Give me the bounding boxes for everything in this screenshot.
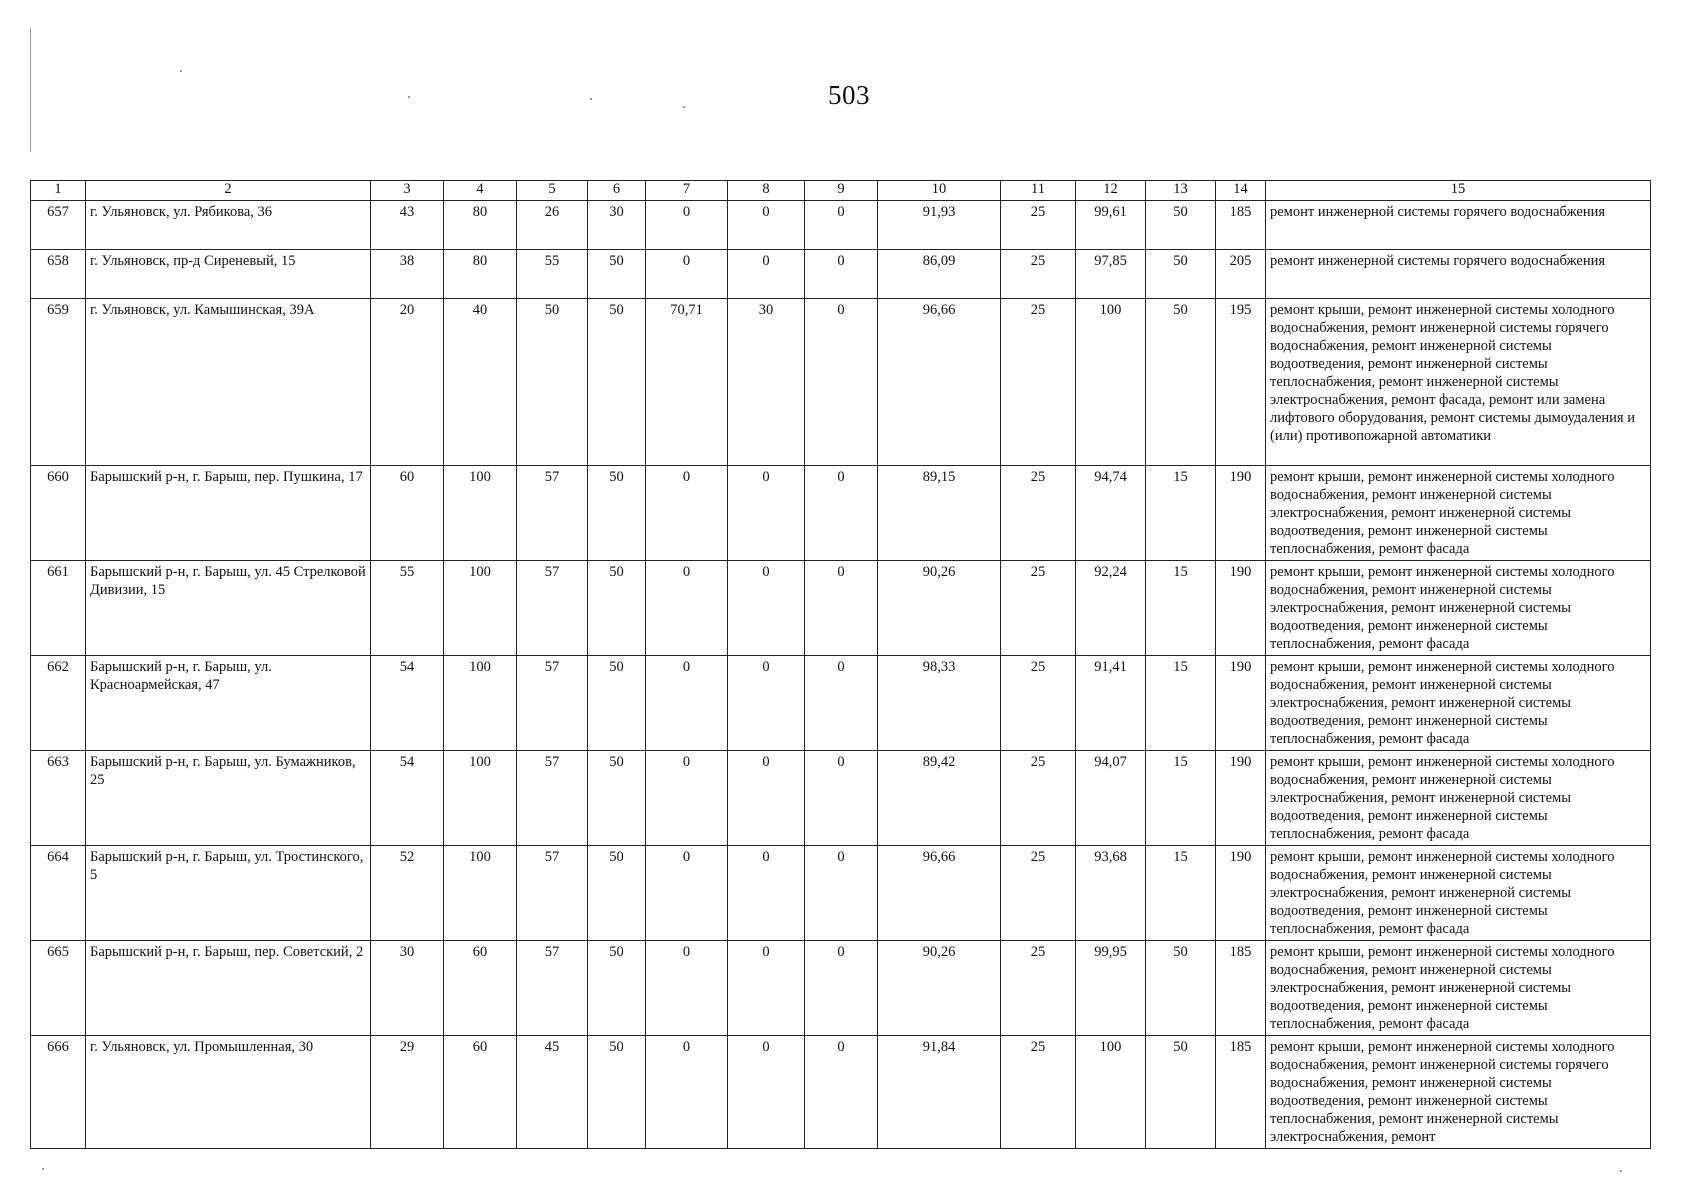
table-row [31,1036,1651,1149]
value-cell: 57 [517,656,588,751]
value-cell: 80 [444,250,517,299]
value-cell: 60 [444,1036,517,1149]
value-cell: 60 [371,466,444,561]
value-cell: 50 [588,846,646,941]
table-row [31,751,1651,846]
value-cell: 80 [444,201,517,250]
value-cell: 100 [444,846,517,941]
row-number: 664 [31,846,86,941]
value-cell: 52 [371,846,444,941]
value-cell: 50 [1146,201,1216,250]
table-row [31,846,1651,941]
value-cell: 55 [517,250,588,299]
value-cell: 30 [728,299,805,466]
value-cell: 94,74 [1076,466,1146,561]
value-cell: 99,95 [1076,941,1146,1036]
value-cell: 25 [1001,751,1076,846]
column-header: 5 [517,181,588,201]
works-cell: ремонт крыши, ремонт инженерной системы холодного водоснабжения, ремонт инженерной системы электроснабжения, ремонт инженерной системы водоотведения, ремонт инженерной системы теплоснабжения, ремонт фасада [1266,941,1651,1036]
value-cell: 0 [646,1036,728,1149]
value-cell: 57 [517,751,588,846]
value-cell: 0 [805,846,878,941]
address-cell: Барышский р-н, г. Барыш, пер. Пушкина, 17 [86,466,371,561]
value-cell: 99,61 [1076,201,1146,250]
value-cell: 25 [1001,656,1076,751]
table-row [31,201,1651,250]
row-number: 661 [31,561,86,656]
value-cell: 91,93 [878,201,1001,250]
value-cell: 91,41 [1076,656,1146,751]
value-cell: 100 [444,466,517,561]
value-cell: 190 [1216,846,1266,941]
value-cell: 57 [517,561,588,656]
value-cell: 25 [1001,299,1076,466]
row-number: 666 [31,1036,86,1149]
address-cell: Барышский р-н, г. Барыш, ул. Бумажников, 25 [86,751,371,846]
scan-speck [180,70,182,72]
value-cell: 100 [1076,299,1146,466]
value-cell: 0 [728,250,805,299]
column-header: 8 [728,181,805,201]
value-cell: 0 [805,1036,878,1149]
value-cell: 0 [728,201,805,250]
address-cell: г. Ульяновск, пр-д Сиреневый, 15 [86,250,371,299]
column-header: 10 [878,181,1001,201]
value-cell: 25 [1001,466,1076,561]
value-cell: 0 [805,941,878,1036]
address-cell: Барышский р-н, г. Барыш, пер. Советский, 2 [86,941,371,1036]
value-cell: 15 [1146,466,1216,561]
value-cell: 25 [1001,1036,1076,1149]
value-cell: 50 [1146,1036,1216,1149]
value-cell: 190 [1216,751,1266,846]
value-cell: 45 [517,1036,588,1149]
table-row [31,250,1651,299]
value-cell: 25 [1001,846,1076,941]
value-cell: 0 [805,299,878,466]
address-cell: г. Ульяновск, ул. Рябикова, 36 [86,201,371,250]
value-cell: 43 [371,201,444,250]
value-cell: 96,66 [878,846,1001,941]
value-cell: 40 [444,299,517,466]
address-cell: г. Ульяновск, ул. Камышинская, 39А [86,299,371,466]
row-number: 663 [31,751,86,846]
table-row [31,299,1651,466]
column-header: 14 [1216,181,1266,201]
address-cell: Барышский р-н, г. Барыш, ул. Тростинского, 5 [86,846,371,941]
value-cell: 15 [1146,751,1216,846]
value-cell: 0 [646,201,728,250]
value-cell: 94,07 [1076,751,1146,846]
value-cell: 0 [728,561,805,656]
value-cell: 0 [646,561,728,656]
value-cell: 54 [371,751,444,846]
column-header: 7 [646,181,728,201]
row-number: 657 [31,201,86,250]
value-cell: 0 [728,1036,805,1149]
column-header: 4 [444,181,517,201]
value-cell: 185 [1216,941,1266,1036]
works-cell: ремонт крыши, ремонт инженерной системы холодного водоснабжения, ремонт инженерной системы электроснабжения, ремонт инженерной системы водоотведения, ремонт инженерной системы теплоснабжения, ремонт фасада [1266,561,1651,656]
value-cell: 90,26 [878,941,1001,1036]
value-cell: 50 [1146,299,1216,466]
value-cell: 25 [1001,250,1076,299]
value-cell: 70,71 [646,299,728,466]
value-cell: 0 [646,941,728,1036]
value-cell: 205 [1216,250,1266,299]
value-cell: 185 [1216,1036,1266,1149]
value-cell: 98,33 [878,656,1001,751]
value-cell: 0 [646,846,728,941]
value-cell: 90,26 [878,561,1001,656]
value-cell: 96,66 [878,299,1001,466]
value-cell: 15 [1146,656,1216,751]
works-cell: ремонт инженерной системы горячего водоснабжения [1266,250,1651,299]
value-cell: 26 [517,201,588,250]
value-cell: 185 [1216,201,1266,250]
value-cell: 92,24 [1076,561,1146,656]
value-cell: 0 [805,561,878,656]
value-cell: 0 [805,250,878,299]
value-cell: 50 [588,1036,646,1149]
value-cell: 0 [728,941,805,1036]
value-cell: 86,09 [878,250,1001,299]
value-cell: 0 [805,656,878,751]
address-cell: Барышский р-н, г. Барыш, ул. Красноармейская, 47 [86,656,371,751]
value-cell: 57 [517,466,588,561]
column-header: 9 [805,181,878,201]
value-cell: 50 [588,466,646,561]
address-cell: Барышский р-н, г. Барыш, ул. 45 Стрелковой Дивизии, 15 [86,561,371,656]
table-row [31,561,1651,656]
row-number: 660 [31,466,86,561]
value-cell: 190 [1216,466,1266,561]
column-header: 13 [1146,181,1216,201]
works-cell: ремонт крыши, ремонт инженерной системы холодного водоснабжения, ремонт инженерной системы электроснабжения, ремонт инженерной системы водоотведения, ремонт инженерной системы теплоснабжения, ремонт фасада [1266,846,1651,941]
value-cell: 190 [1216,656,1266,751]
value-cell: 50 [588,656,646,751]
value-cell: 50 [1146,250,1216,299]
value-cell: 100 [444,656,517,751]
value-cell: 100 [1076,1036,1146,1149]
works-cell: ремонт крыши, ремонт инженерной системы холодного водоснабжения, ремонт инженерной системы горячего водоснабжения, ремонт инженерной системы водоотведения, ремонт инженерной системы теплоснабжения, ремонт инженерной системы электроснабжения, ремонт фасада, ремонт или замена лифтового оборудования, ремонт системы дымоудаления и (или) противопожарной автоматики [1266,299,1651,466]
value-cell: 0 [646,751,728,846]
value-cell: 0 [728,846,805,941]
value-cell: 50 [588,561,646,656]
value-cell: 0 [728,466,805,561]
column-header: 15 [1266,181,1651,201]
value-cell: 97,85 [1076,250,1146,299]
row-number: 658 [31,250,86,299]
value-cell: 30 [588,201,646,250]
row-number: 665 [31,941,86,1036]
value-cell: 50 [1146,941,1216,1036]
value-cell: 55 [371,561,444,656]
value-cell: 20 [371,299,444,466]
value-cell: 89,15 [878,466,1001,561]
value-cell: 89,42 [878,751,1001,846]
column-number-row [31,181,1651,201]
address-cell: г. Ульяновск, ул. Промышленная, 30 [86,1036,371,1149]
value-cell: 25 [1001,201,1076,250]
column-header: 2 [86,181,371,201]
works-cell: ремонт крыши, ремонт инженерной системы холодного водоснабжения, ремонт инженерной системы горячего водоснабжения, ремонт инженерной системы водоотведения, ремонт инженерной системы теплоснабжения, ремонт инженерной системы электроснабжения, ремонт [1266,1036,1651,1149]
value-cell: 57 [517,941,588,1036]
value-cell: 195 [1216,299,1266,466]
table-row [31,941,1651,1036]
scan-speck [1620,1170,1622,1172]
value-cell: 100 [444,561,517,656]
row-number: 659 [31,299,86,466]
column-header: 12 [1076,181,1146,201]
value-cell: 91,84 [878,1036,1001,1149]
value-cell: 100 [444,751,517,846]
table-row [31,466,1651,561]
value-cell: 50 [588,299,646,466]
value-cell: 54 [371,656,444,751]
works-cell: ремонт инженерной системы горячего водоснабжения [1266,201,1651,250]
value-cell: 50 [517,299,588,466]
value-cell: 50 [588,751,646,846]
row-number: 662 [31,656,86,751]
value-cell: 15 [1146,561,1216,656]
value-cell: 0 [646,250,728,299]
works-cell: ремонт крыши, ремонт инженерной системы холодного водоснабжения, ремонт инженерной системы электроснабжения, ремонт инженерной системы водоотведения, ремонт инженерной системы теплоснабжения, ремонт фасада [1266,656,1651,751]
value-cell: 0 [728,751,805,846]
value-cell: 57 [517,846,588,941]
value-cell: 0 [805,751,878,846]
works-cell: ремонт крыши, ремонт инженерной системы холодного водоснабжения, ремонт инженерной системы электроснабжения, ремонт инженерной системы водоотведения, ремонт инженерной системы теплоснабжения, ремонт фасада [1266,751,1651,846]
value-cell: 15 [1146,846,1216,941]
value-cell: 60 [444,941,517,1036]
value-cell: 29 [371,1036,444,1149]
value-cell: 38 [371,250,444,299]
repair-register-table [30,180,1651,1149]
value-cell: 25 [1001,561,1076,656]
value-cell: 93,68 [1076,846,1146,941]
value-cell: 0 [805,201,878,250]
value-cell: 25 [1001,941,1076,1036]
value-cell: 0 [646,466,728,561]
works-cell: ремонт крыши, ремонт инженерной системы холодного водоснабжения, ремонт инженерной системы электроснабжения, ремонт инженерной системы водоотведения, ремонт инженерной системы теплоснабжения, ремонт фасада [1266,466,1651,561]
scan-speck [42,1168,44,1170]
column-header: 3 [371,181,444,201]
page-number: 503 [828,80,870,110]
value-cell: 30 [371,941,444,1036]
column-header: 6 [588,181,646,201]
value-cell: 0 [728,656,805,751]
value-cell: 50 [588,941,646,1036]
value-cell: 0 [646,656,728,751]
value-cell: 0 [805,466,878,561]
value-cell: 190 [1216,561,1266,656]
column-header: 11 [1001,181,1076,201]
column-header: 1 [31,181,86,201]
table-row [31,656,1651,751]
value-cell: 50 [588,250,646,299]
